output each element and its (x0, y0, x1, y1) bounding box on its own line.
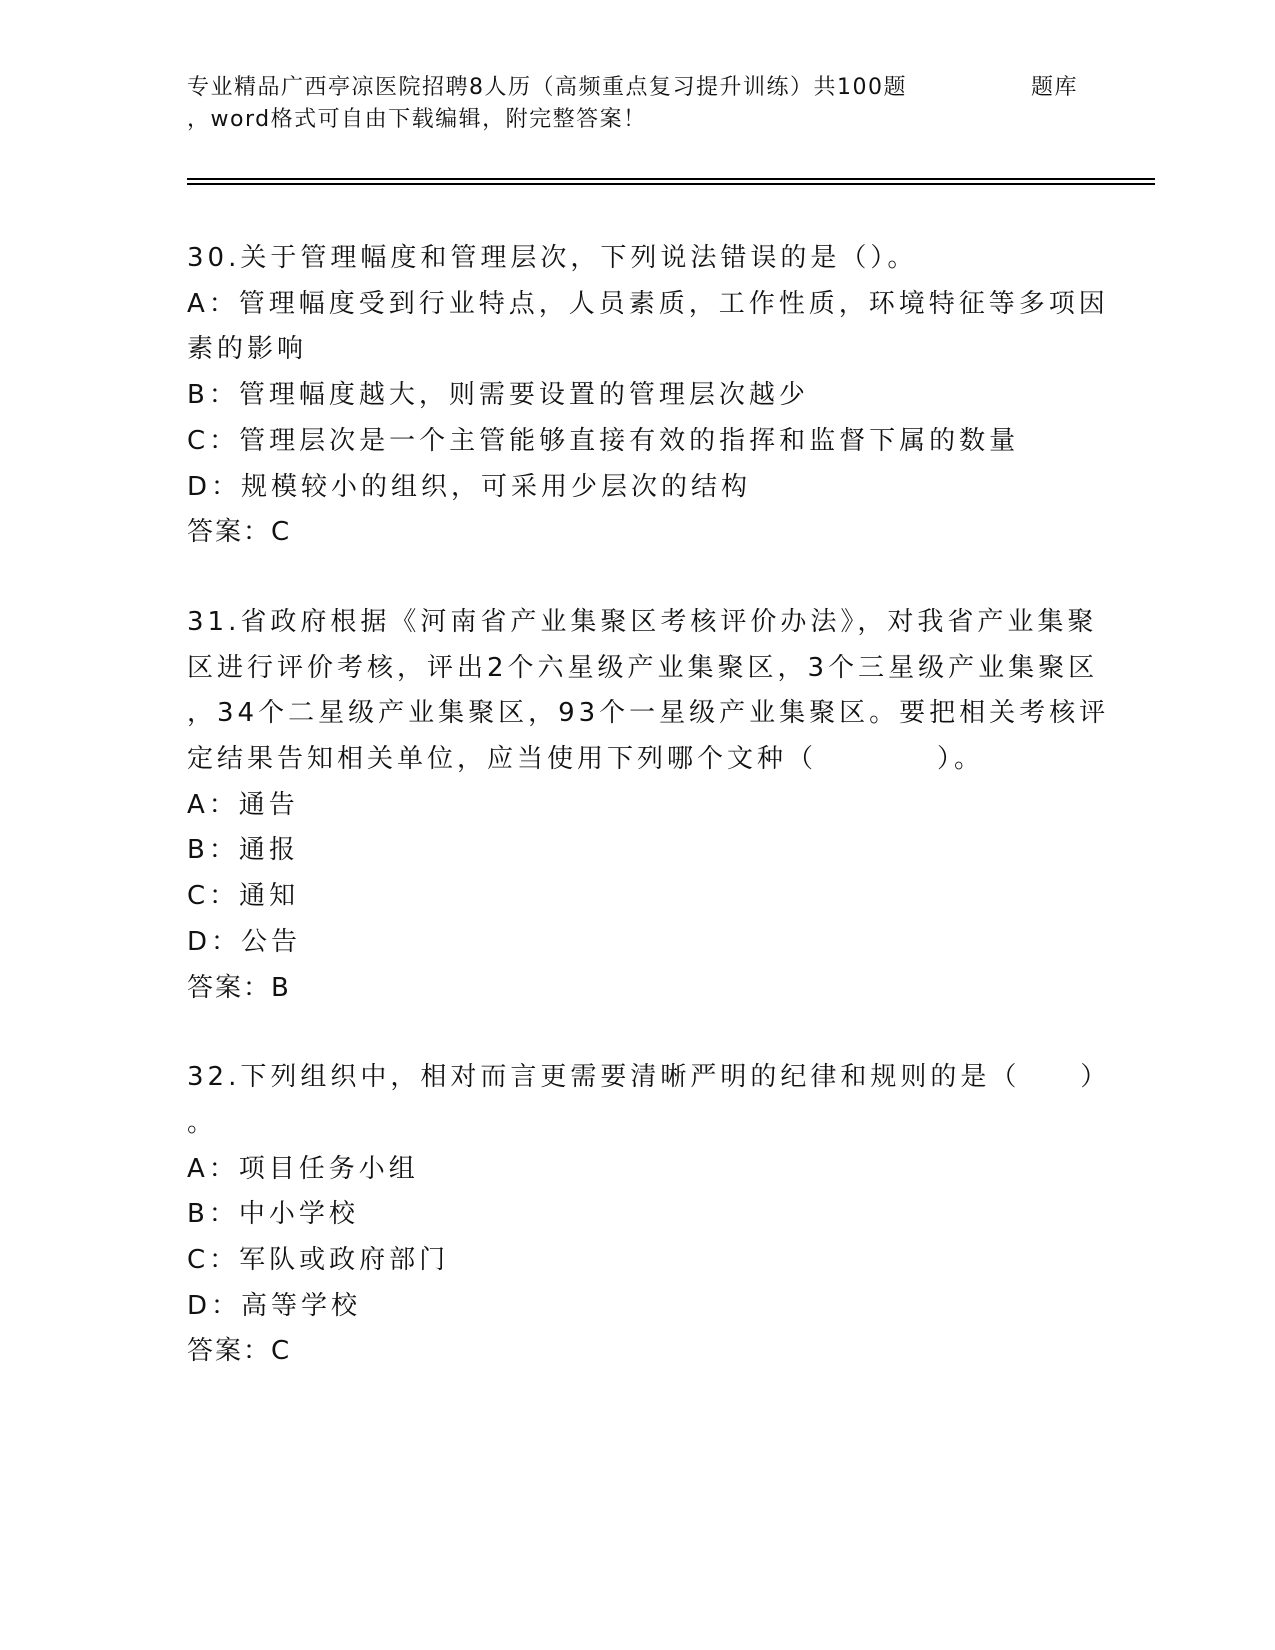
header-label: 题库 (1031, 75, 1079, 100)
question-30 (187, 236, 1109, 556)
question-32-option-c: C：军队或政府部门 (187, 1245, 450, 1276)
question-30-option-b: B：管理幅度越大，则需要设置的管理层次越少 (187, 380, 809, 411)
document-title: 专业精品广西亭凉医院招聘8人历（高频重点复习提升训练）共100题 (187, 75, 907, 100)
question-32-stem: 32.下列组织中，相对而言更需要清晰严明的纪律和规则的是（ ） (187, 1062, 1111, 1093)
document-header (187, 72, 1117, 136)
question-30-option-a-cont: 素的影响 (187, 334, 308, 365)
header-rule-top (187, 178, 1155, 180)
question-list (187, 236, 1111, 1419)
header-rule-bottom (187, 183, 1155, 185)
document-subtitle: ，word格式可自由下载编辑，附完整答案！ (187, 107, 647, 132)
question-30-answer: 答案：C (187, 517, 292, 548)
question-32-option-b: B：中小学校 (187, 1199, 359, 1230)
header-line-1 (187, 72, 1117, 104)
question-31-option-d: D：公告 (187, 926, 302, 957)
question-32 (187, 1055, 1111, 1375)
question-30-option-c: C：管理层次是一个主管能够直接有效的指挥和监督下属的数量 (187, 425, 1020, 456)
question-32-stem-cont: 。 (187, 1107, 218, 1138)
question-32-option-d: D：高等学校 (187, 1290, 362, 1321)
question-31-option-a: A：通告 (187, 789, 299, 820)
question-31-stem-4: 定结果告知相关单位，应当使用下列哪个文种（ ）。 (187, 744, 985, 775)
question-31-stem-3: ，34个二星级产业集聚区，93个一星级产业集聚区。要把相关考核评 (187, 698, 1110, 729)
question-31-stem-2: 区进行评价考核，评出2个六星级产业集聚区，3个三星级产业集聚区 (187, 652, 1099, 683)
question-31-stem-1: 31.省政府根据《河南省产业集聚区考核评价办法》，对我省产业集聚 (187, 606, 1098, 637)
question-31-option-b: B：通报 (187, 835, 299, 866)
question-32-option-a: A：项目任务小组 (187, 1153, 419, 1184)
question-30-option-d: D：规模较小的组织，可采用少层次的结构 (187, 471, 752, 502)
question-30-stem: 30.关于管理幅度和管理层次，下列说法错误的是（）。 (187, 243, 918, 273)
question-31 (187, 600, 1110, 1011)
question-31-answer: 答案：B (187, 972, 291, 1003)
question-32-answer: 答案：C (187, 1336, 292, 1367)
question-31-option-c: C：通知 (187, 881, 300, 912)
question-30-option-a: A：管理幅度受到行业特点，人员素质，工作性质，环境特征等多项因 (187, 288, 1109, 319)
